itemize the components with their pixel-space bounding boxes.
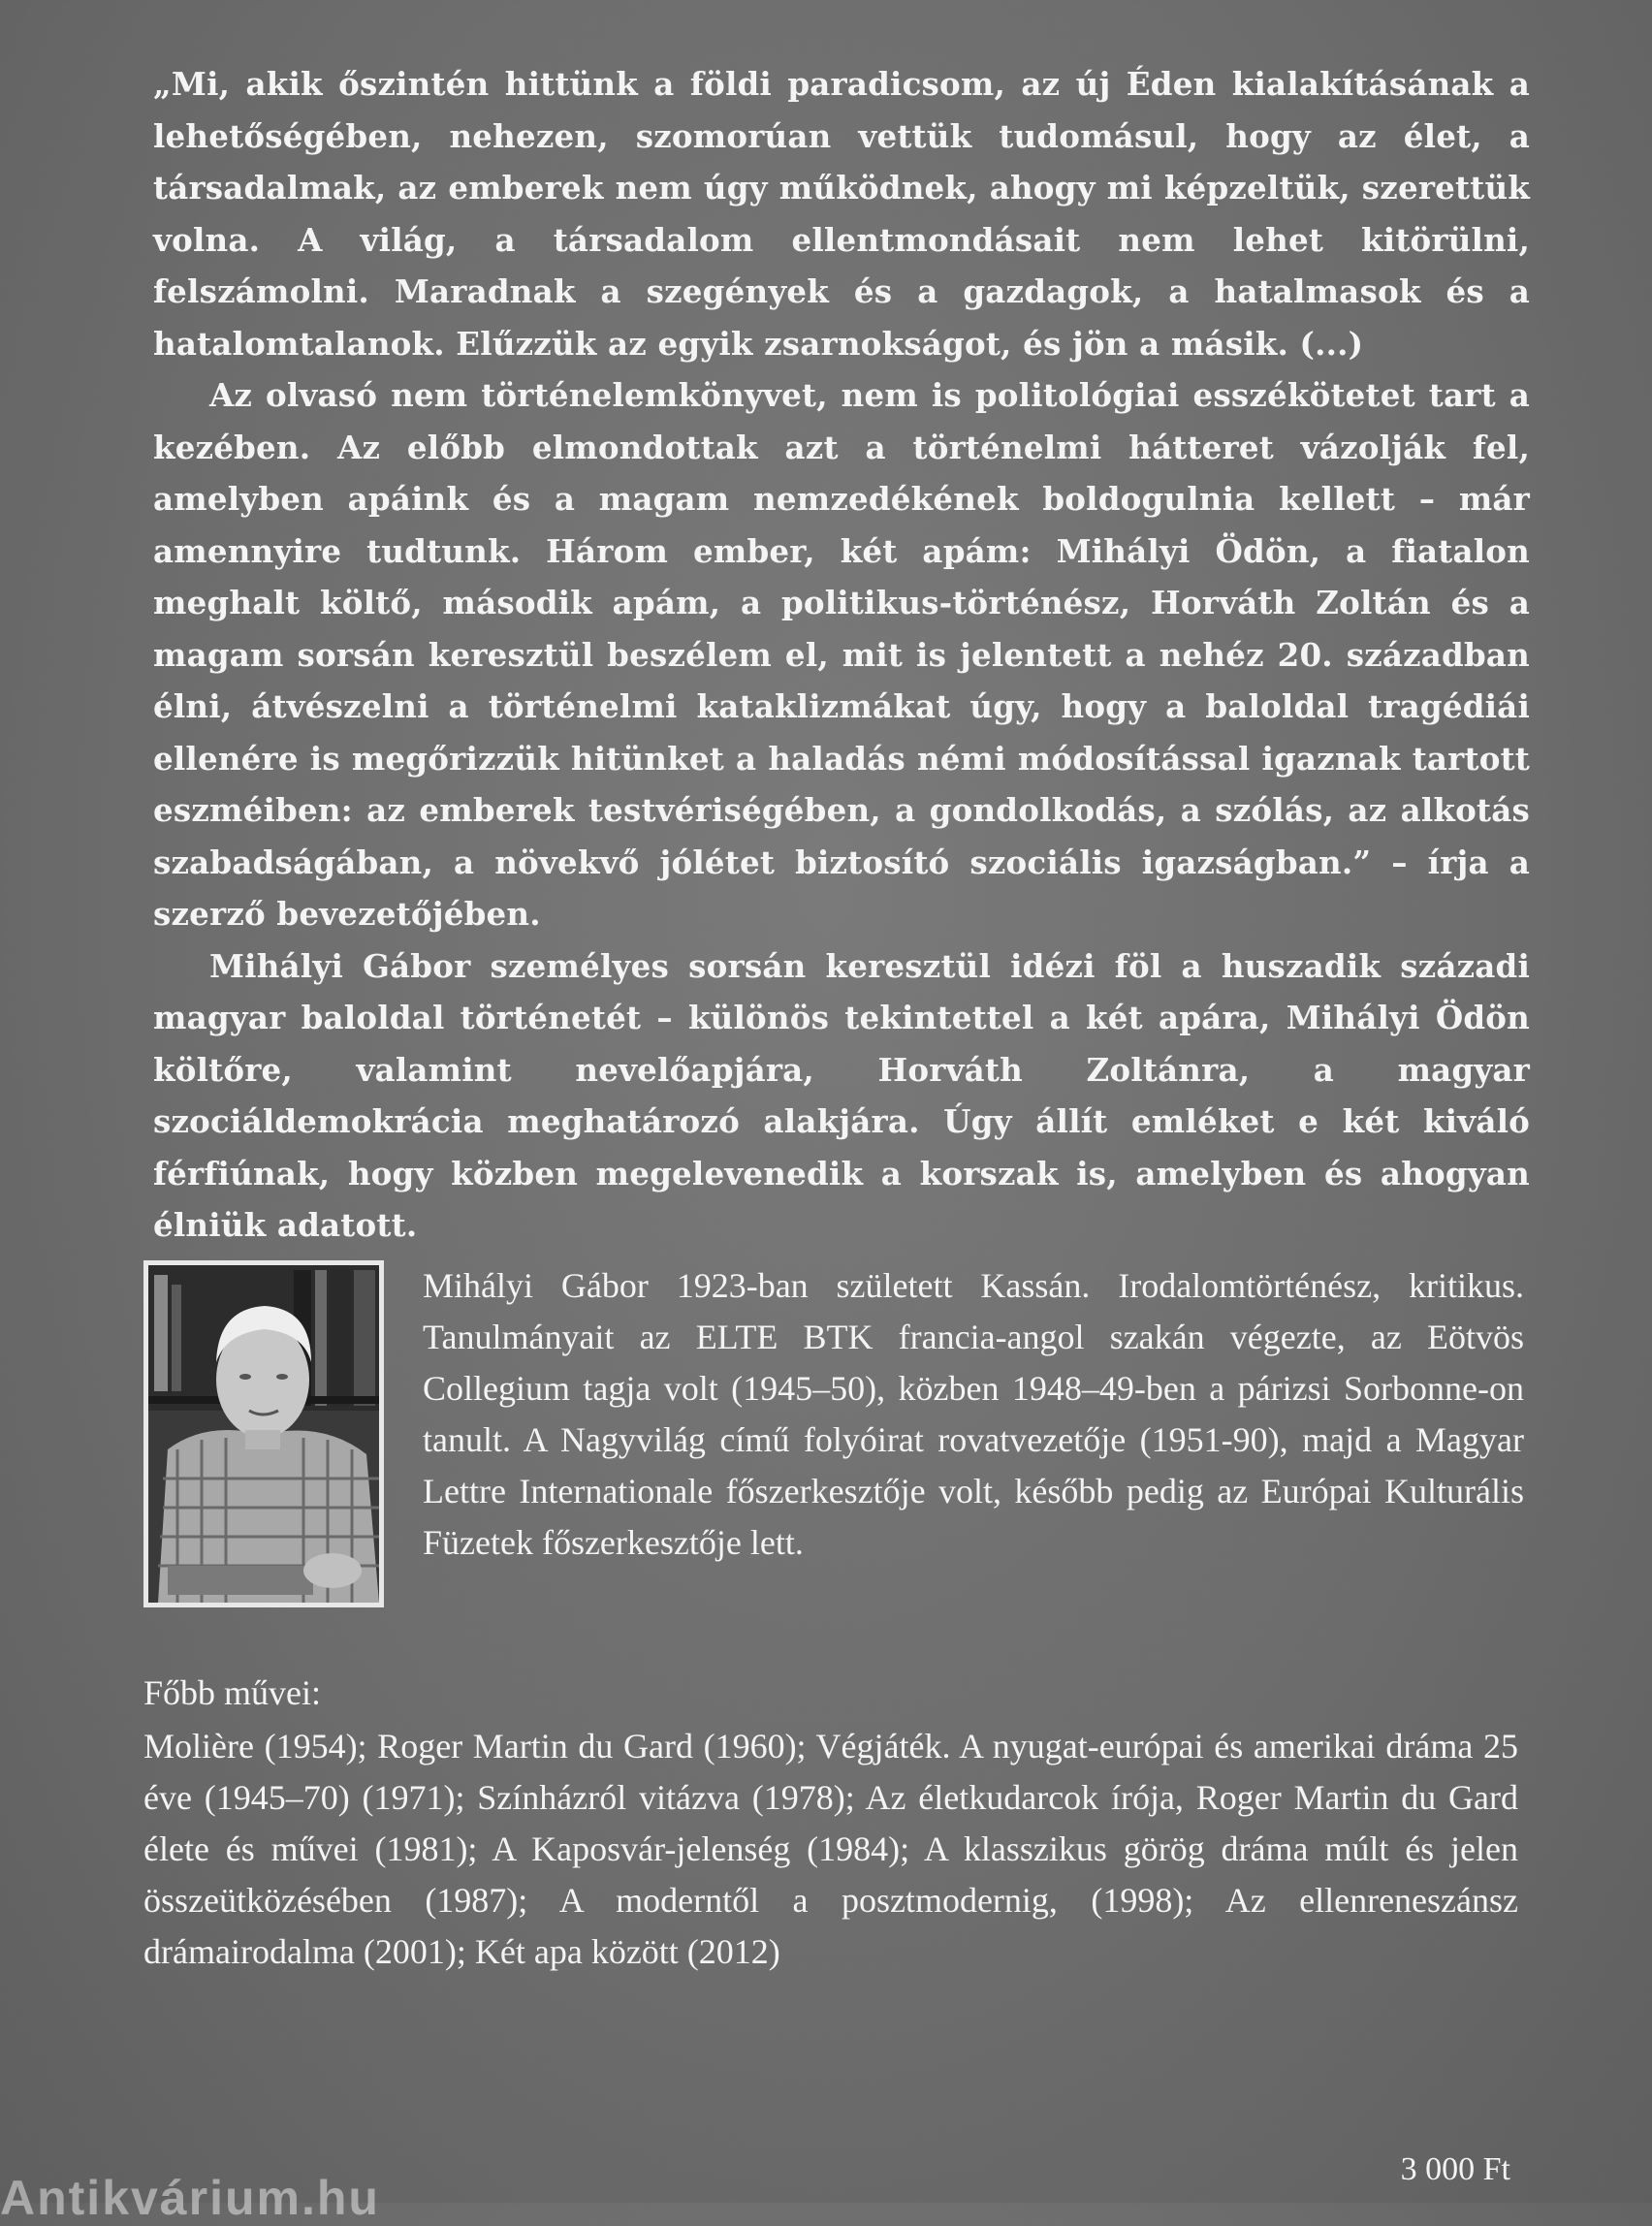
author-portrait-icon — [148, 1265, 379, 1603]
blurb-paragraph-2: Az olvasó nem történelemkönyvet, nem is politológiai esszékötetet tart a kezében. Az előbb elmondottak azt a történelmi hátteret vázolják fel, amelyben apáink és a magam nemzedékének boldogulnia kellett – már amennyire tudtunk. Három ember, két apám: Mihályi Ödön, a fiatalon meghalt költő, második apám, a politikus-történész, Horváth Zoltán és a magam sorsán keresztül beszélem el, mit is jelentett a nehéz 20. században élni, átvészelni a történelmi kataklizmákat úgy, hogy a baloldal tragédiái ellenére is megőrizzük hitünket a haladás némi módosítással igaznak tartott eszméiben: az emberek testvériségében, a gondolkodás, a szólás, az alkotás szabadságában, a növekvő jólétet biztosító szociális igazságban.” – írja a szerző bevezetőjében. — [153, 376, 1530, 933]
blurb-paragraph-1: „Mi, akik őszintén hittünk a földi paradicsom, az új Éden kialakításának a lehetőségében, nehezen, szomorúan vettük tudomásul, hogy az élet, a társadalmak, az emberek nem úgy működnek, ahogy mi képzeltük, szerettük volna. A világ, a társadalom ellentmondásait nem lehet kitörülni, felszámolni. Maradnak a szegények és a gazdagok, a hatalmasok és a hatalomtalanok. Elűzzük az egyik zsarnokságot, és jön a másik. (...) — [153, 65, 1530, 363]
works-title: Főbb művei: — [143, 1673, 322, 1712]
author-photo — [143, 1260, 384, 1607]
works-section — [143, 1668, 1518, 1978]
works-list: Molière (1954); Roger Martin du Gard (1960); Végjáték. A nyugat-európai és amerikai dráma 25 éve (1945–70) (1971); Színházról vitázva (1978); Az életkudarcok írója, Roger Martin du Gard élete és művei (1981); A Kaposvár-jelenség (1984); A klasszikus görög dráma múlt és jelen összeütközésében (1987); A moderntől a posztmodernig, (1998); Az ellenreneszánsz drámairodalma (2001); Két apa között (2012) — [143, 1727, 1518, 1971]
blurb-paragraph-3: Mihályi Gábor személyes sorsán keresztül idézi föl a huszadik századi magyar baloldal történetét – különös tekintettel a két apára, Mihályi Ödön költőre, valamint nevelőapjára, Horváth Zoltánra, a magyar szociáldemokrácia meghatározó alakjára. Úgy állít emléket e két kiváló férfiúnak, hogy közben megelevenedik a korszak is, amelyben és ahogyan élniük adatott. — [153, 946, 1530, 1244]
author-section — [143, 1260, 1524, 1619]
author-bio: Mihályi Gábor 1923-ban született Kassán. Irodalomtörténész, kritikus. Tanulmányait az ELTE BTK francia-angol szakán végezte, az Eötvös Collegium tagja volt (1945–50), közben 1948–49-ben a párizsi Sorbonne-on tanult. A Nagyvilág című folyóirat rovatvezetője (1951-90), majd a Magyar Lettre Internationale főszerkesztője volt, később pedig az Európai Kulturális Füzetek főszerkesztője lett. — [423, 1266, 1524, 1562]
price-label: 3 000 Ft — [1400, 2151, 1510, 2187]
watermark: Antikvárium.hu — [0, 2171, 380, 2225]
blurb-text — [153, 58, 1530, 1252]
